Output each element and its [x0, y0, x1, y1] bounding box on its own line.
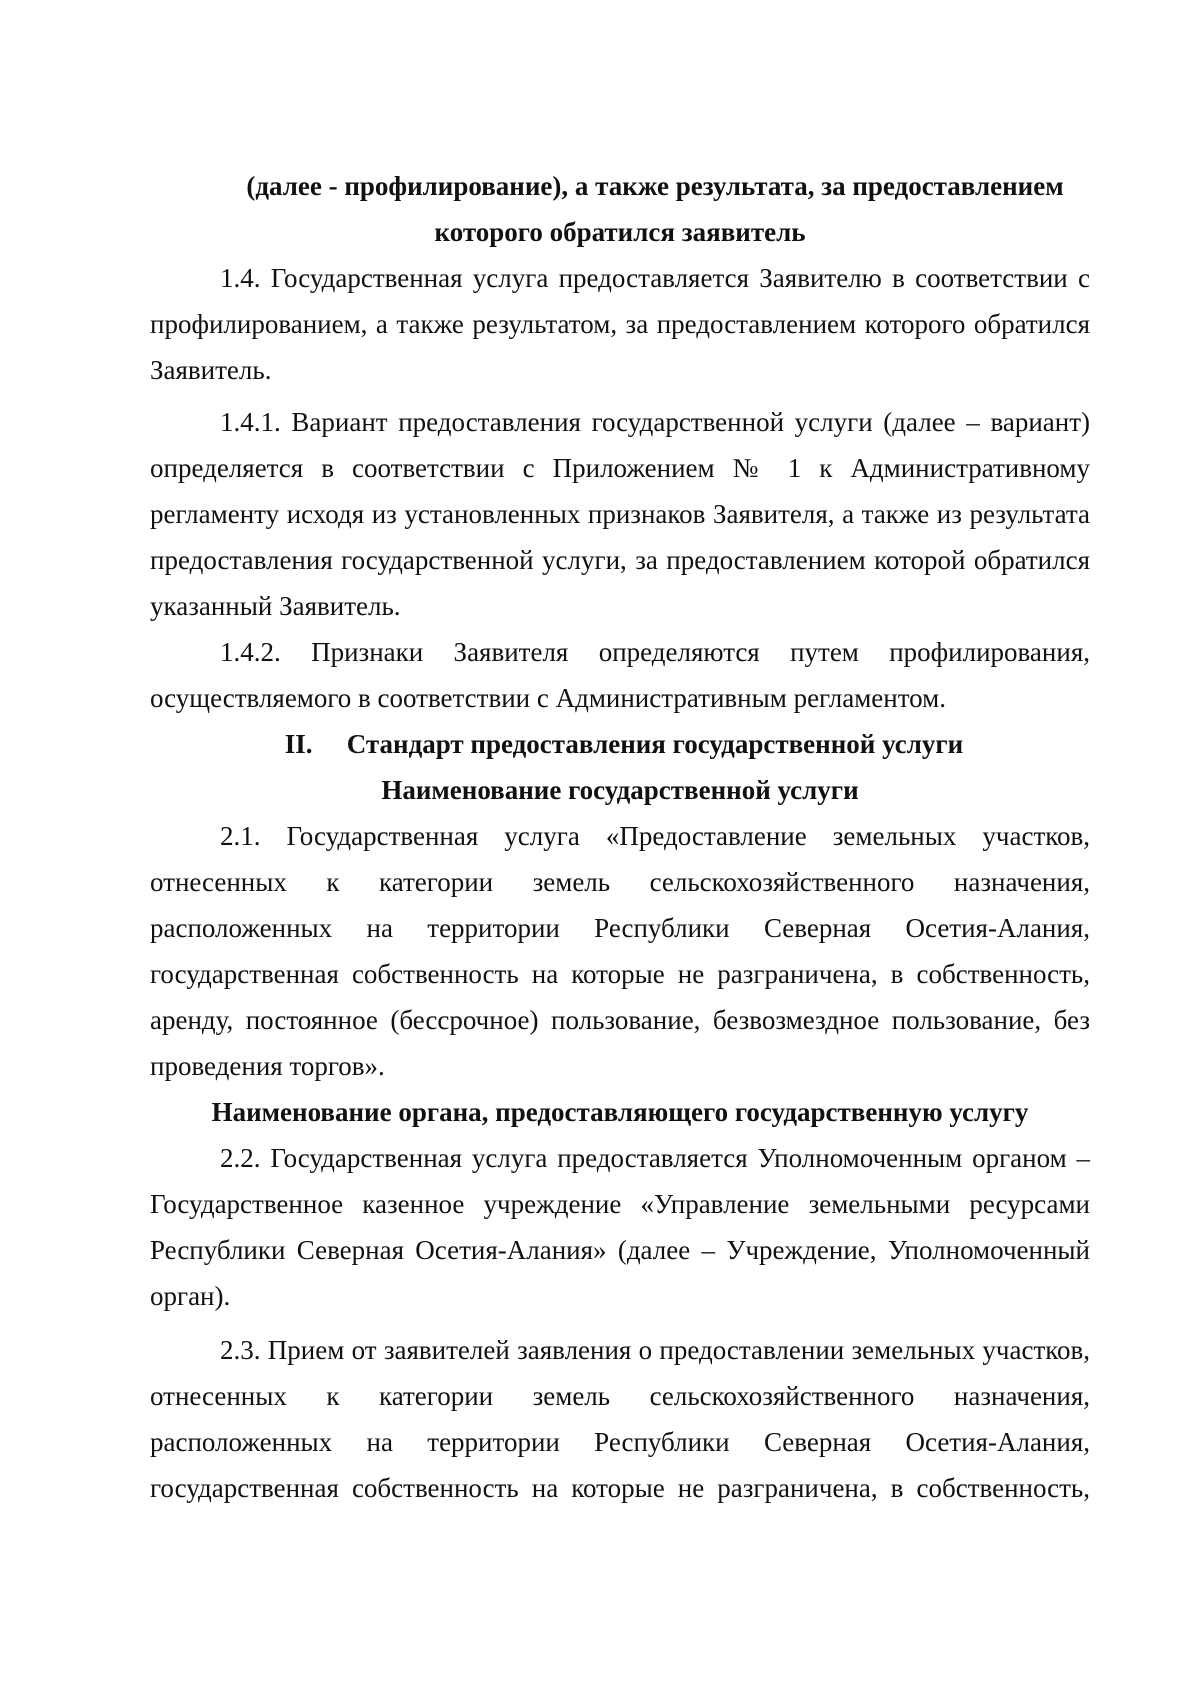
paragraph-2-2: 2.2. Государственная услуга предоставляется Уполномоченным органом – Государственное казенное учреждение «Управление земельными ресурсами Республики Северная Осетия-Алания» (далее – Учреждение, Уполномоченный орган).: [150, 1143, 1090, 1311]
section-title: Стандарт предоставления государственной услуги: [346, 729, 964, 759]
paragraph-1-4-1: 1.4.1. Вариант предоставления государственной услуги (далее – вариант) определяется в соответствии с Приложением № 1 к Административному регламенту исходя из установленных признаков Заявителя, а также из результата предоставления государственной услуги, за предоставлением которой обратился указанный Заявитель.: [150, 407, 1090, 621]
paragraph-2-3: 2.3. Прием от заявителей заявления о предоставлении земельных участков, отнесенных к категории земель сельскохозяйственного назначения, расположенных на территории Республики Северная Осетия-Алания, государственная собственность на которые не разграничена, в собственность,: [150, 1335, 1090, 1503]
paragraph-1-4-2: 1.4.2. Признаки Заявителя определяются путем профилирования, осуществляемого в соответствии с Административным регламентом.: [150, 637, 1090, 713]
heading-service-name: Наименование государственной услуги: [381, 775, 859, 805]
paragraph-2-1: 2.1. Государственная услуга «Предоставление земельных участков, отнесенных к категории земель сельскохозяйственного назначения, расположенных на территории Республики Северная Осетия-Алания, государственная собственность на которые не разграничена, в собственность, аренду, постоянное (бессрочное) пользование, безвозмездное пользование, без проведения торгов».: [150, 821, 1090, 1081]
heading-continuation-line-1: (далее - профилирование), а также результата, за предоставлением: [246, 171, 1064, 201]
section-heading-2: [150, 721, 1090, 767]
section-number: II.: [284, 729, 313, 759]
heading-continuation-line-2: которого обратился заявитель: [434, 217, 806, 247]
heading-authority: Наименование органа, предоставляющего государственную услугу: [211, 1097, 1029, 1127]
document-body: [150, 163, 1090, 1511]
paragraph-1-4: 1.4. Государственная услуга предоставляется Заявителю в соответствии с профилированием, а также результатом, за предоставлением которого обратился Заявитель.: [150, 263, 1090, 385]
